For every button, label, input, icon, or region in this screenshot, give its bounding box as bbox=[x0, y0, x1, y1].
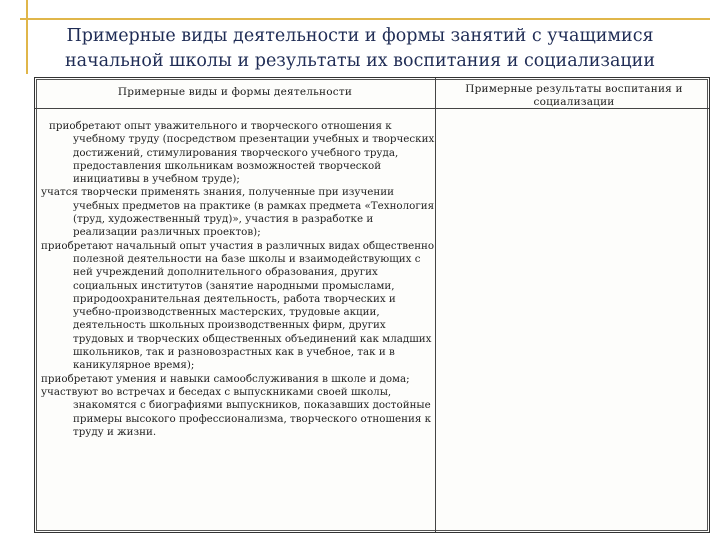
activities-results-table bbox=[34, 77, 710, 533]
decorative-horizontal-line bbox=[20, 18, 710, 20]
decorative-vertical-line bbox=[26, 0, 28, 74]
slide-title bbox=[30, 24, 690, 74]
activities-list bbox=[41, 120, 436, 439]
list-item: приобретают умения и навыки самообслуживания в школе и дома; bbox=[41, 372, 410, 385]
title-line-1: Примерные виды деятельности и формы занятий с учащимися bbox=[66, 26, 654, 46]
list-item: приобретают начальный опыт участия в различных видах общественно полезной деятельности на базе школы и взаимодействующих с ней учреждений дополнительного образования, других социальных институтов (занятие народными промыслами, природоохранительная деятельность, работа творческих и учебно-производственных мастерских, трудовые акции, деятельность школьных производственных фирм, других трудовых и творческих общественных объединений как младших школьников, так и разновозрастных как в учебное, так и в каникулярное время); bbox=[41, 239, 435, 372]
list-item: учатся творчески применять знания, полученные при изучении учебных предметов на практике (в рамках предмета «Технология (труд, художественный труд)», участия в разработке и реализации различных проектов); bbox=[41, 186, 435, 239]
list-item: приобретают опыт уважительного и творческого отношения к учебному труду (посредством презентации учебных и творческих достижений, стимулирования творческого учебного труда, предоставления школьникам возможностей творческой инициативы в учебном труде); bbox=[49, 120, 435, 186]
header-results: Примерные результаты воспитания и социализации bbox=[465, 83, 683, 108]
title-line-2: начальной школы и результаты их воспитания и социализации bbox=[65, 51, 655, 71]
header-activities: Примерные виды и формы деятельности bbox=[117, 86, 353, 98]
list-item: участвуют во встречах и беседах с выпускниками своей школы, знакомятся с биографиями выпускников, показавших достойные примеры высокого профессионализма, творческого отношения к труду и жизни. bbox=[41, 385, 432, 438]
